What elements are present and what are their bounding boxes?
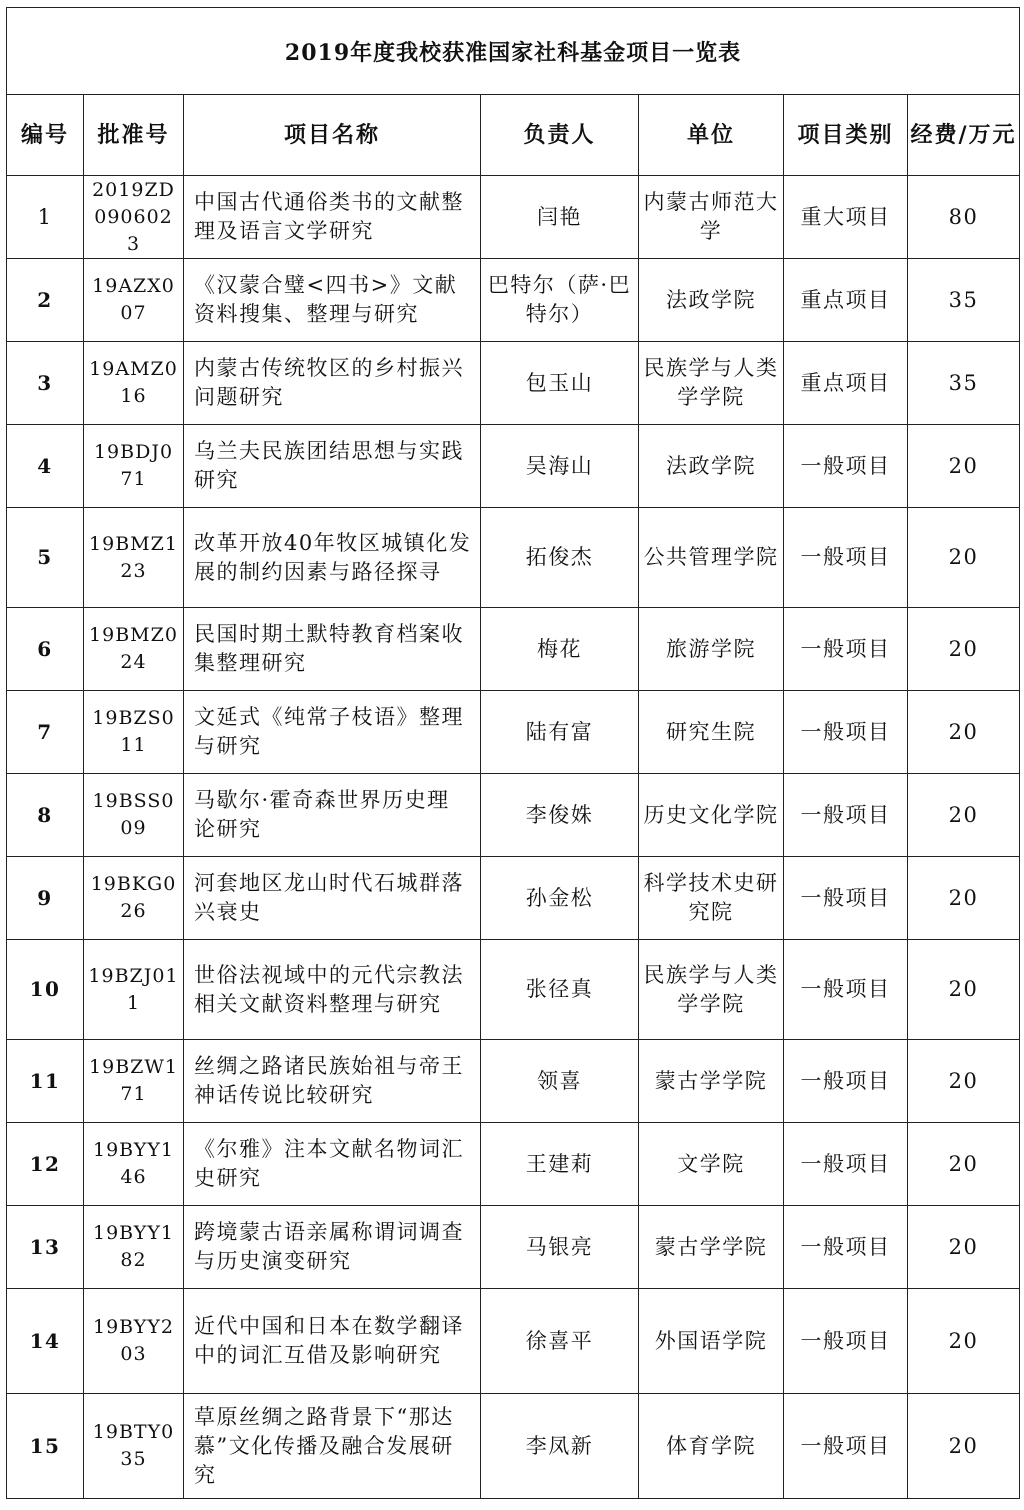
cell-no: 4 xyxy=(7,425,84,508)
funding-table xyxy=(6,7,1020,1499)
cell-name: 河套地区龙山时代石城群落兴衰史 xyxy=(184,857,481,940)
cell-approval: 19BKG026 xyxy=(84,857,184,940)
cell-leader: 吴海山 xyxy=(481,425,639,508)
cell-funding: 20 xyxy=(908,608,1020,691)
cell-category: 一般项目 xyxy=(784,774,908,857)
cell-leader: 徐喜平 xyxy=(481,1289,639,1394)
cell-funding: 20 xyxy=(908,1123,1020,1206)
cell-name: 草原丝绸之路背景下“那达慕”文化传播及融合发展研究 xyxy=(184,1394,481,1499)
cell-unit: 法政学院 xyxy=(639,425,784,508)
cell-category: 一般项目 xyxy=(784,1394,908,1499)
cell-name: 跨境蒙古语亲属称谓词调查与历史演变研究 xyxy=(184,1206,481,1289)
cell-no: 13 xyxy=(7,1206,84,1289)
cell-leader: 闫艳 xyxy=(481,176,639,259)
header-name: 项目名称 xyxy=(184,95,481,176)
cell-no: 1 xyxy=(7,176,84,259)
cell-leader: 巴特尔（萨·巴特尔） xyxy=(481,259,639,342)
cell-approval: 19AZX007 xyxy=(84,259,184,342)
cell-funding: 35 xyxy=(908,342,1020,425)
cell-funding: 20 xyxy=(908,1040,1020,1123)
cell-no: 2 xyxy=(7,259,84,342)
table-row xyxy=(7,1040,1020,1123)
cell-unit: 民族学与人类学学院 xyxy=(639,342,784,425)
cell-category: 一般项目 xyxy=(784,1123,908,1206)
cell-name: 《尔雅》注本文献名物词汇史研究 xyxy=(184,1123,481,1206)
cell-approval: 19BSS009 xyxy=(84,774,184,857)
cell-category: 一般项目 xyxy=(784,1040,908,1123)
cell-name: 丝绸之路诸民族始祖与帝王神话传说比较研究 xyxy=(184,1040,481,1123)
cell-leader: 陆有富 xyxy=(481,691,639,774)
cell-no: 7 xyxy=(7,691,84,774)
cell-funding: 35 xyxy=(908,259,1020,342)
cell-approval: 19BDJ071 xyxy=(84,425,184,508)
cell-funding: 80 xyxy=(908,176,1020,259)
cell-approval: 19BYY203 xyxy=(84,1289,184,1394)
cell-approval: 19BMZ123 xyxy=(84,508,184,608)
cell-category: 一般项目 xyxy=(784,691,908,774)
cell-funding: 20 xyxy=(908,1206,1020,1289)
cell-category: 重点项目 xyxy=(784,342,908,425)
cell-category: 一般项目 xyxy=(784,508,908,608)
header-leader: 负责人 xyxy=(481,95,639,176)
cell-unit: 内蒙古师范大学 xyxy=(639,176,784,259)
header-unit: 单位 xyxy=(639,95,784,176)
cell-approval: 19BMZ024 xyxy=(84,608,184,691)
table-row xyxy=(7,508,1020,608)
table-row xyxy=(7,1206,1020,1289)
table-row xyxy=(7,774,1020,857)
cell-no: 9 xyxy=(7,857,84,940)
cell-approval: 19BZJ011 xyxy=(84,940,184,1040)
cell-approval: 19BYY146 xyxy=(84,1123,184,1206)
table-title: 2019年度我校获准国家社科基金项目一览表 xyxy=(7,8,1020,95)
table-row xyxy=(7,940,1020,1040)
cell-unit: 蒙古学学院 xyxy=(639,1040,784,1123)
cell-approval: 19BZS011 xyxy=(84,691,184,774)
cell-funding: 20 xyxy=(908,425,1020,508)
cell-category: 重大项目 xyxy=(784,176,908,259)
cell-unit: 体育学院 xyxy=(639,1394,784,1499)
cell-funding: 20 xyxy=(908,1289,1020,1394)
cell-funding: 20 xyxy=(908,857,1020,940)
cell-unit: 文学院 xyxy=(639,1123,784,1206)
cell-leader: 梅花 xyxy=(481,608,639,691)
cell-unit: 法政学院 xyxy=(639,259,784,342)
cell-funding: 20 xyxy=(908,1394,1020,1499)
header-category: 项目类别 xyxy=(784,95,908,176)
cell-no: 15 xyxy=(7,1394,84,1499)
cell-category: 一般项目 xyxy=(784,1289,908,1394)
cell-leader: 王建莉 xyxy=(481,1123,639,1206)
cell-unit: 公共管理学院 xyxy=(639,508,784,608)
table-row xyxy=(7,691,1020,774)
header-no: 编号 xyxy=(7,95,84,176)
header-approval: 批准号 xyxy=(84,95,184,176)
cell-no: 10 xyxy=(7,940,84,1040)
cell-name: 乌兰夫民族团结思想与实践研究 xyxy=(184,425,481,508)
cell-name: 民国时期土默特教育档案收集整理研究 xyxy=(184,608,481,691)
cell-no: 14 xyxy=(7,1289,84,1394)
cell-unit: 民族学与人类学学院 xyxy=(639,940,784,1040)
cell-category: 一般项目 xyxy=(784,608,908,691)
cell-leader: 李凤新 xyxy=(481,1394,639,1499)
table-row xyxy=(7,342,1020,425)
cell-unit: 旅游学院 xyxy=(639,608,784,691)
cell-name: 近代中国和日本在数学翻译中的词汇互借及影响研究 xyxy=(184,1289,481,1394)
cell-category: 重点项目 xyxy=(784,259,908,342)
table-row xyxy=(7,608,1020,691)
cell-name: 改革开放40年牧区城镇化发展的制约因素与路径探寻 xyxy=(184,508,481,608)
cell-name: 文延式《纯常子枝语》整理与研究 xyxy=(184,691,481,774)
cell-category: 一般项目 xyxy=(784,1206,908,1289)
header-funding: 经费/万元 xyxy=(908,95,1020,176)
table-row xyxy=(7,1394,1020,1499)
cell-approval: 19AMZ016 xyxy=(84,342,184,425)
cell-name: 内蒙古传统牧区的乡村振兴问题研究 xyxy=(184,342,481,425)
table-row xyxy=(7,1123,1020,1206)
cell-leader: 孙金松 xyxy=(481,857,639,940)
cell-category: 一般项目 xyxy=(784,857,908,940)
cell-leader: 包玉山 xyxy=(481,342,639,425)
cell-name: 马歇尔·霍奇森世界历史理论研究 xyxy=(184,774,481,857)
cell-no: 6 xyxy=(7,608,84,691)
cell-funding: 20 xyxy=(908,774,1020,857)
cell-approval: 19BTY035 xyxy=(84,1394,184,1499)
cell-no: 11 xyxy=(7,1040,84,1123)
cell-approval: 19BZW171 xyxy=(84,1040,184,1123)
table-row xyxy=(7,176,1020,259)
cell-name: 世俗法视域中的元代宗教法相关文献资料整理与研究 xyxy=(184,940,481,1040)
cell-no: 3 xyxy=(7,342,84,425)
cell-leader: 领喜 xyxy=(481,1040,639,1123)
cell-unit: 蒙古学学院 xyxy=(639,1206,784,1289)
cell-unit: 研究生院 xyxy=(639,691,784,774)
cell-unit: 科学技术史研究院 xyxy=(639,857,784,940)
table-row xyxy=(7,1289,1020,1394)
cell-no: 5 xyxy=(7,508,84,608)
cell-leader: 李俊姝 xyxy=(481,774,639,857)
cell-leader: 马银亮 xyxy=(481,1206,639,1289)
cell-funding: 20 xyxy=(908,940,1020,1040)
cell-funding: 20 xyxy=(908,508,1020,608)
cell-approval: 2019ZD0906023 xyxy=(84,176,184,259)
cell-category: 一般项目 xyxy=(784,425,908,508)
cell-category: 一般项目 xyxy=(784,940,908,1040)
cell-funding: 20 xyxy=(908,691,1020,774)
cell-name: 《汉蒙合璧<四书>》文献资料搜集、整理与研究 xyxy=(184,259,481,342)
cell-unit: 外国语学院 xyxy=(639,1289,784,1394)
table-body xyxy=(7,176,1020,1499)
cell-no: 12 xyxy=(7,1123,84,1206)
cell-no: 8 xyxy=(7,774,84,857)
cell-name: 中国古代通俗类书的文献整理及语言文学研究 xyxy=(184,176,481,259)
table-row xyxy=(7,259,1020,342)
table-row xyxy=(7,857,1020,940)
cell-approval: 19BYY182 xyxy=(84,1206,184,1289)
header-row xyxy=(7,95,1020,176)
cell-unit: 历史文化学院 xyxy=(639,774,784,857)
table-row xyxy=(7,425,1020,508)
cell-leader: 张径真 xyxy=(481,940,639,1040)
cell-leader: 拓俊杰 xyxy=(481,508,639,608)
